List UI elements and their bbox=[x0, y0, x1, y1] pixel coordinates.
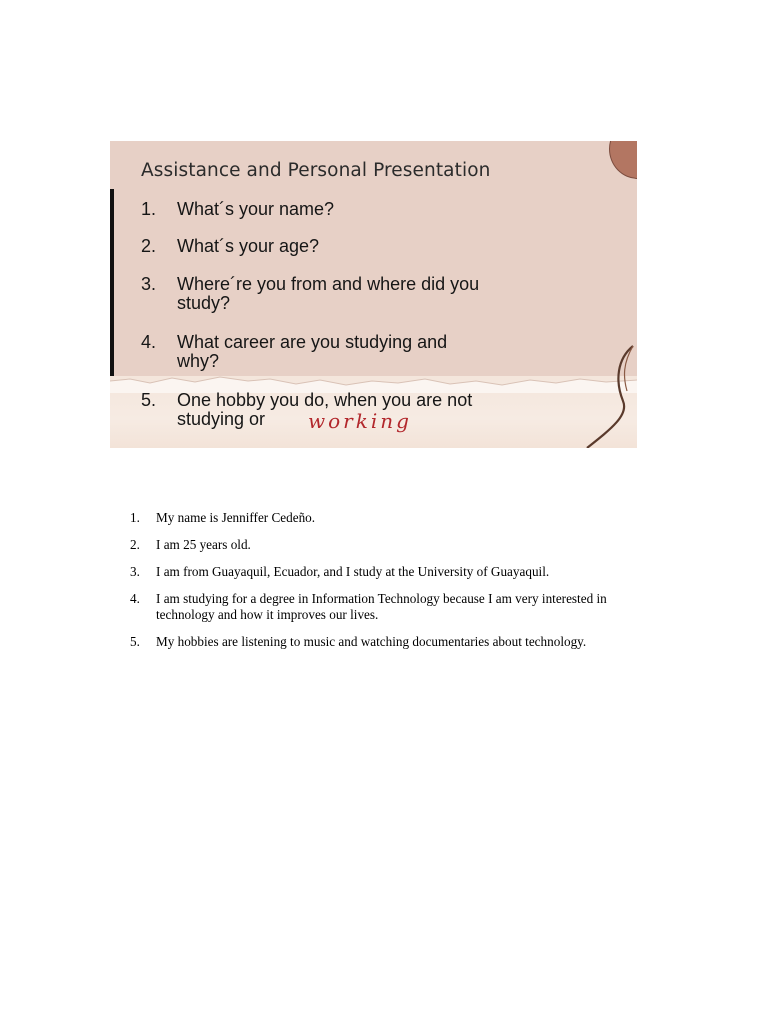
list-item bbox=[130, 591, 650, 623]
list-item-text: I am 25 years old. bbox=[156, 537, 251, 552]
list-item bbox=[130, 634, 650, 650]
question-text: What´s your age? bbox=[177, 236, 320, 256]
answers-list bbox=[130, 510, 650, 661]
slide-left-strip bbox=[110, 189, 114, 401]
list-item-number: 5. bbox=[130, 634, 140, 649]
list-item-number: 2. bbox=[130, 537, 140, 552]
list-item-number: 3. bbox=[130, 564, 140, 579]
list-item-text: My hobbies are listening to music and watching documentaries about technology. bbox=[156, 634, 587, 649]
question-text-continued: study? bbox=[177, 293, 231, 313]
decorative-blob bbox=[609, 141, 637, 179]
list-item bbox=[130, 537, 650, 553]
question-number: 4. bbox=[141, 332, 157, 352]
list-item bbox=[130, 510, 650, 526]
question-number: 5. bbox=[141, 390, 157, 410]
list-item-number: 1. bbox=[130, 510, 140, 525]
decorative-vine bbox=[567, 341, 637, 448]
question-number: 2. bbox=[141, 236, 157, 256]
question-text: One hobby you do, when you are not bbox=[177, 390, 473, 410]
question-text-continued: studying or bbox=[177, 409, 266, 429]
handwritten-word: working bbox=[308, 409, 412, 433]
slide-title: Assistance and Personal Presentation bbox=[141, 160, 491, 181]
question-text: Where´re you from and where did you bbox=[177, 274, 480, 294]
list-item-text: I am from Guayaquil, Ecuador, and I study at the University of Guayaquil. bbox=[156, 564, 550, 579]
question-number: 3. bbox=[141, 274, 157, 294]
question-text: What´s your name? bbox=[177, 199, 335, 219]
slide-image bbox=[110, 141, 637, 448]
question-text-continued: why? bbox=[177, 351, 220, 371]
question-number: 1. bbox=[141, 199, 157, 219]
list-item-number: 4. bbox=[130, 591, 140, 606]
question-text: What career are you studying and bbox=[177, 332, 448, 352]
list-item-text: I am studying for a degree in Information Technology because I am very interested in technology and how it improves our lives. bbox=[156, 591, 607, 622]
list-item-text: My name is Jenniffer Cedeño. bbox=[156, 510, 316, 525]
list-item bbox=[130, 564, 650, 580]
